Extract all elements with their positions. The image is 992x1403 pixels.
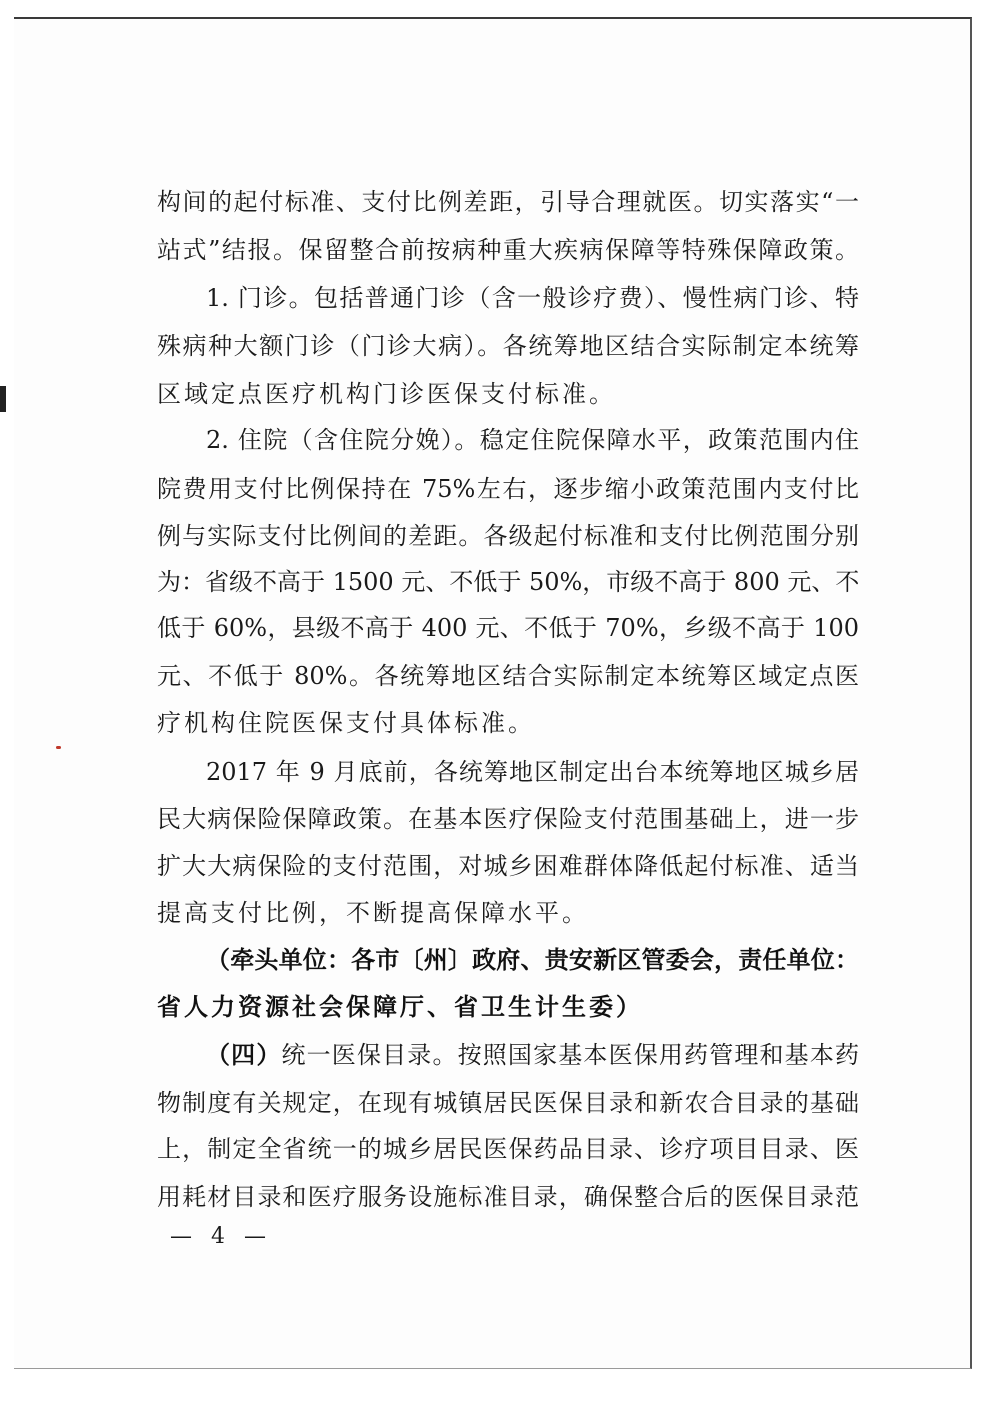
- text-line: 用耗材目录和医疗服务设施标准目录，确保整合后的医保目录范: [157, 1183, 859, 1211]
- text-line: 疗机构住院医保支付具体标准。: [157, 709, 535, 737]
- text-line: 1. 门诊。包括普通门诊（含一般诊疗费）、慢性病门诊、特: [206, 284, 859, 312]
- text-line: 物制度有关规定，在现有城镇居民医保目录和新农合目录的基础: [157, 1089, 859, 1117]
- text-line: 站式”结报。保留整合前按病种重大疾病保障等特殊保障政策。: [157, 236, 859, 264]
- text-line: 例与实际支付比例间的差距。各级起付标准和支付比例范围分别: [157, 522, 859, 550]
- text-line: 低于 60%，县级不高于 400 元、不低于 70%，乡级不高于 100: [157, 614, 859, 642]
- text-line: 上，制定全省统一的城乡居民医保药品目录、诊疗项目目录、医: [157, 1135, 859, 1163]
- section-heading-rest: 统一医保目录。按照国家基本医保用药管理和基本药: [281, 1041, 860, 1069]
- text-line: 扩大大病保险的支付范围，对城乡困难群体降低起付标准、适当: [157, 852, 859, 880]
- responsibility-line: （牵头单位：各市〔州〕政府、贵安新区管委会，责任单位：: [206, 945, 859, 974]
- page-number: — 4 —: [170, 1224, 272, 1249]
- text-line: 提高支付比例，不断提高保障水平。: [157, 899, 589, 927]
- text-line: 院费用支付比例保持在 75%左右，逐步缩小政策范围内支付比: [157, 475, 859, 503]
- text-line: 区域定点医疗机构门诊医保支付标准。: [157, 380, 616, 408]
- text-line: 2017 年 9 月底前，各统筹地区制定出台本统筹地区城乡居: [206, 758, 859, 786]
- text-line: 民大病保险保障政策。在基本医疗保险支付范围基础上，进一步: [157, 805, 859, 833]
- section-heading-line: [206, 1040, 859, 1070]
- text-line: 为：省级不高于 1500 元、不低于 50%，市级不高于 800 元、不: [157, 568, 860, 596]
- text-line: 2. 住院（含住院分娩）。稳定住院保障水平，政策范围内住: [206, 426, 859, 454]
- text-line: 构间的起付标准、支付比例差距，引导合理就医。切实落实“一: [157, 188, 859, 216]
- section-heading: （四）: [206, 1040, 282, 1069]
- text-line: 殊病种大额门诊（门诊大病）。各统筹地区结合实际制定本统筹: [157, 332, 859, 360]
- text-line: 元、不低于 80%。各统筹地区结合实际制定本统筹区域定点医: [157, 662, 859, 690]
- responsibility-line: 省人力资源社会保障厅、省卫生计生委）: [157, 992, 643, 1021]
